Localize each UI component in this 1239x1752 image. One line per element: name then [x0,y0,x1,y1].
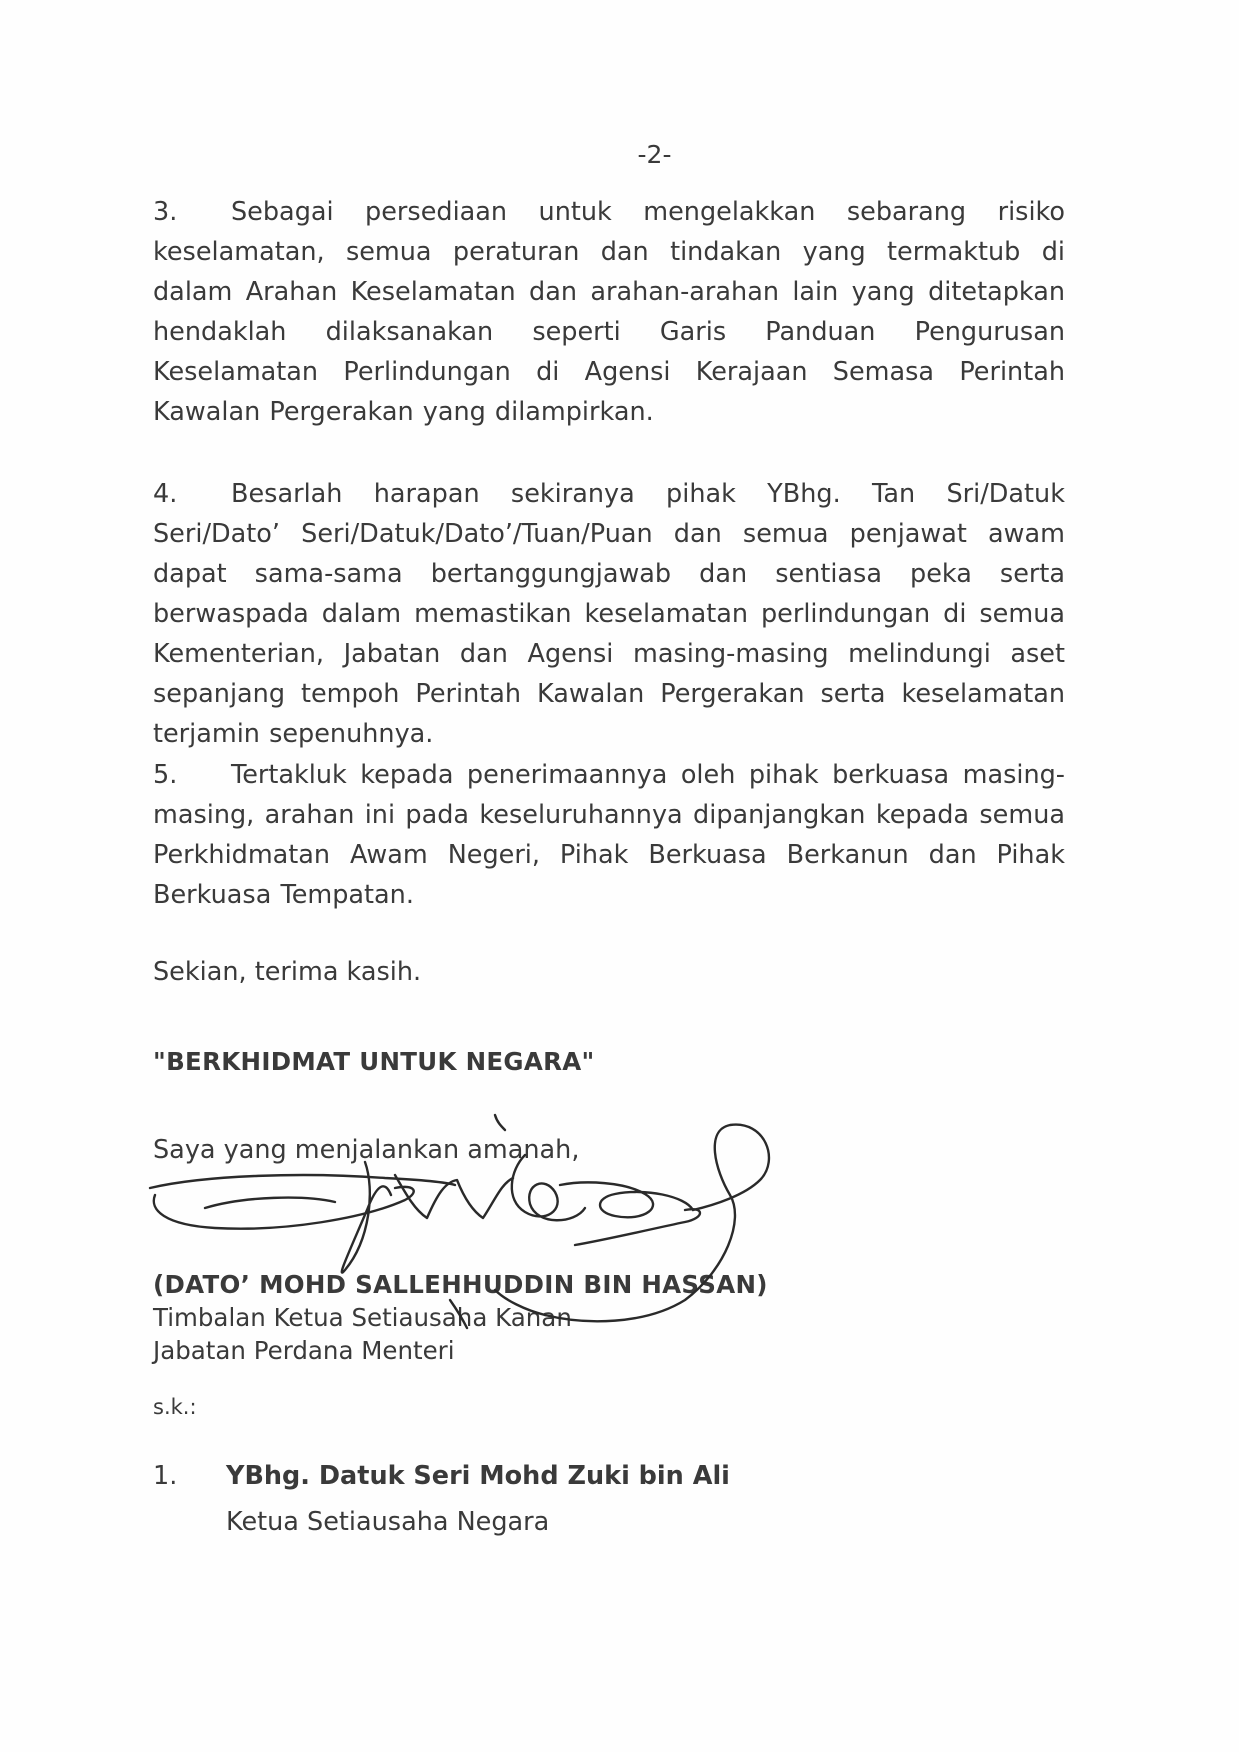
paragraph-number: 4. [153,479,178,509]
paragraph-number: 5. [153,760,178,790]
signatory-name: (DATO’ MOHD SALLEHHUDDIN BIN HASSAN) [153,1270,768,1299]
paragraph-4 [153,474,1065,754]
signatory-department: Jabatan Perdana Menteri [153,1336,455,1365]
closing-line: Sekian, terima kasih. [153,957,422,987]
trust-line: Saya yang menjalankan amanah, [153,1135,580,1165]
cc-label: s.k.: [153,1395,197,1419]
signatory-position: Timbalan Ketua Setiausaha Kanan [153,1303,572,1332]
paragraph-number: 3. [153,197,178,227]
motto: "BERKHIDMAT UNTUK NEGARA" [153,1047,595,1076]
cc-item [153,1456,730,1496]
paragraph-text: Tertakluk kepada penerimaannya oleh pihak berkuasa masing-masing, arahan ini pada keseluruhannya dipanjangkan kepada semua Perkhidmatan Awam Negeri, Pihak Berkuasa Berkanun dan Pihak Berkuasa Tempatan. [153,760,1065,910]
cc-item-title: Ketua Setiausaha Negara [226,1507,550,1537]
paragraph-text: Besarlah harapan sekiranya pihak YBhg. Tan Sri/Datuk Seri/Dato’ Seri/Datuk/Dato’/Tuan/Puan dan semua penjawat awam dapat sama-sama bertanggungjawab dan sentiasa peka serta berwaspada dalam memastikan keselamatan perlindungan di semua Kementerian, Jabatan dan Agensi masing-masing melindungi aset sepanjang tempoh Perintah Kawalan Pergerakan serta keselamatan terjamin sepenuhnya. [153,479,1065,749]
paragraph-5 [153,755,1065,915]
page-number: -2- [637,140,672,169]
signatory-block [153,1268,768,1367]
cc-item-name: YBhg. Datuk Seri Mohd Zuki bin Ali [226,1461,730,1491]
paragraph-3 [153,192,1065,432]
cc-item-number: 1. [153,1461,178,1491]
paragraph-text: Sebagai persediaan untuk mengelakkan sebarang risiko keselamatan, semua peraturan dan tindakan yang termaktub di dalam Arahan Keselamatan dan arahan-arahan lain yang ditetapkan hendaklah dilaksanakan seperti Garis Panduan Pengurusan Keselamatan Perlindungan di Agensi Kerajaan Semasa Perintah Kawalan Pergerakan yang dilampirkan. [153,197,1065,427]
